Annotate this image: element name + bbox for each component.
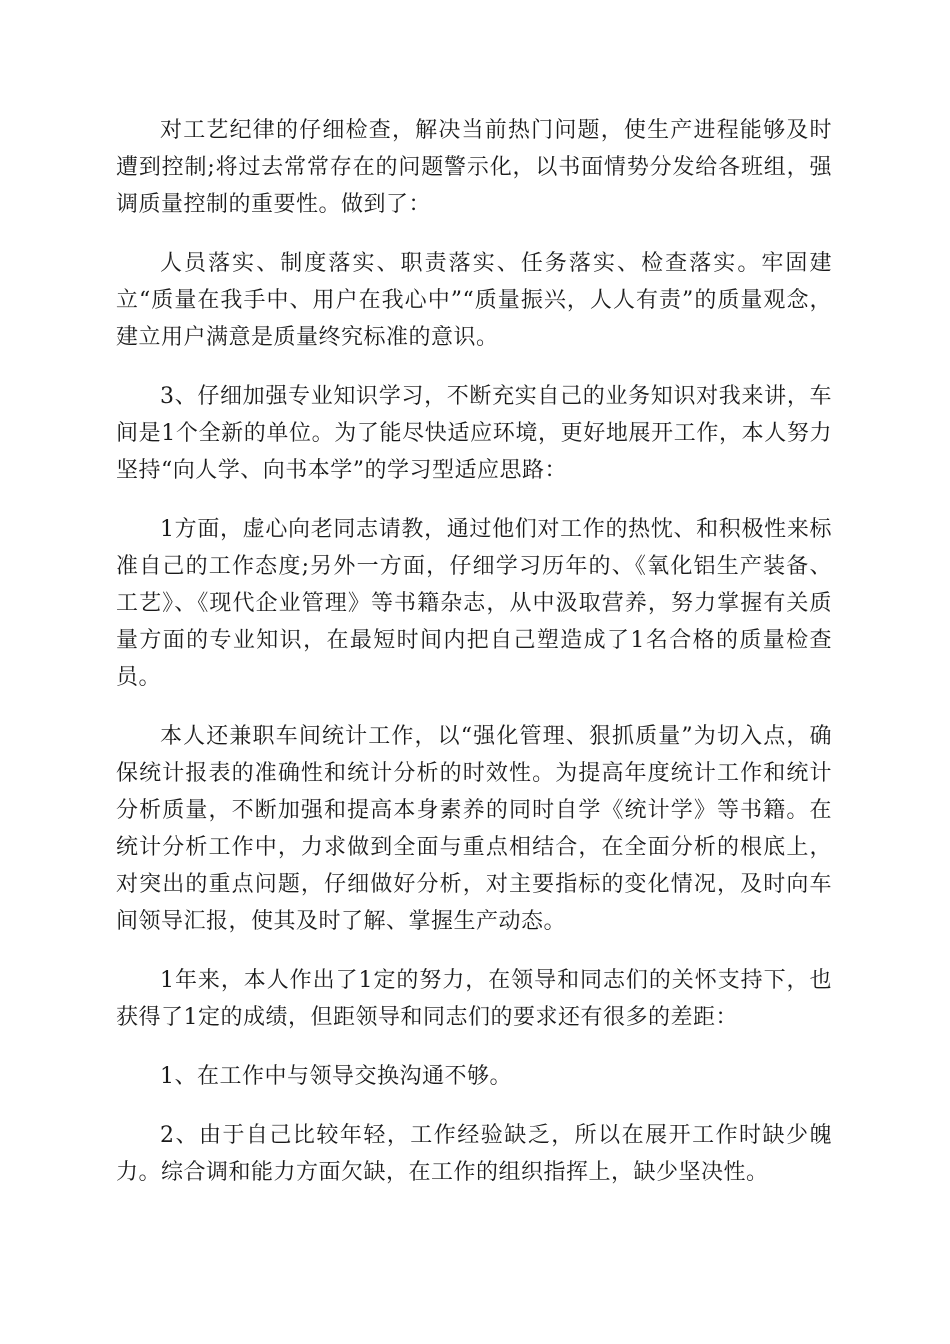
document-body bbox=[116, 112, 832, 1213]
paragraph: 1年来，本人作出了1定的努力，在领导和同志们的关怀支持下，也获得了1定的成绩，但距领导和同志们的要求还有很多的差距： bbox=[116, 968, 832, 1030]
paragraph: 1方面，虚心向老同志请教，通过他们对工作的热忱、和积极性来标准自己的工作态度;另外一方面，仔细学习历年的、《氧化铝生产装备、工艺》、《现代企业管理》等书籍杂志，从中汲取营养，努力掌握有关质量方面的专业知识，在最短时间内把自己塑造成了1名合格的质量检查员。 bbox=[116, 517, 832, 690]
paragraph: 3、仔细加强专业知识学习，不断充实自己的业务知识对我来讲，车间是1个全新的单位。为了能尽快适应环境，更好地展开工作，本人努力坚持“向人学、向书本学”的学习型适应思路： bbox=[116, 384, 832, 483]
paragraph: 人员落实、制度落实、职责落实、任务落实、检查落实。牢固建立“质量在我手中、用户在我心中”“质量振兴，人人有责”的质量观念，建立用户满意是质量终究标准的意识。 bbox=[116, 251, 832, 350]
paragraph: 对工艺纪律的仔细检查，解决当前热门问题，使生产进程能够及时遭到控制;将过去常常存在的问题警示化，以书面情势分发给各班组，强调质量控制的重要性。做到了： bbox=[116, 118, 832, 217]
paragraph: 本人还兼职车间统计工作，以“强化管理、狠抓质量”为切入点，确保统计报表的准确性和统计分析的时效性。为提高年度统计工作和统计分析质量，不断加强和提高本身素养的同时自学《统计学》等书籍。在统计分析工作中，力求做到全面与重点相结合，在全面分析的根底上，对突出的重点问题，仔细做好分析，对主要指标的变化情况，及时向车间领导汇报，使其及时了解、掌握生产动态。 bbox=[116, 724, 832, 934]
paragraph: 2、由于自己比较年轻，工作经验缺乏，所以在展开工作时缺少魄力。综合调和能力方面欠缺，在工作的组织指挥上，缺少坚决性。 bbox=[116, 1123, 832, 1185]
paragraph: 1、在工作中与领导交换沟通不够。 bbox=[160, 1064, 512, 1089]
